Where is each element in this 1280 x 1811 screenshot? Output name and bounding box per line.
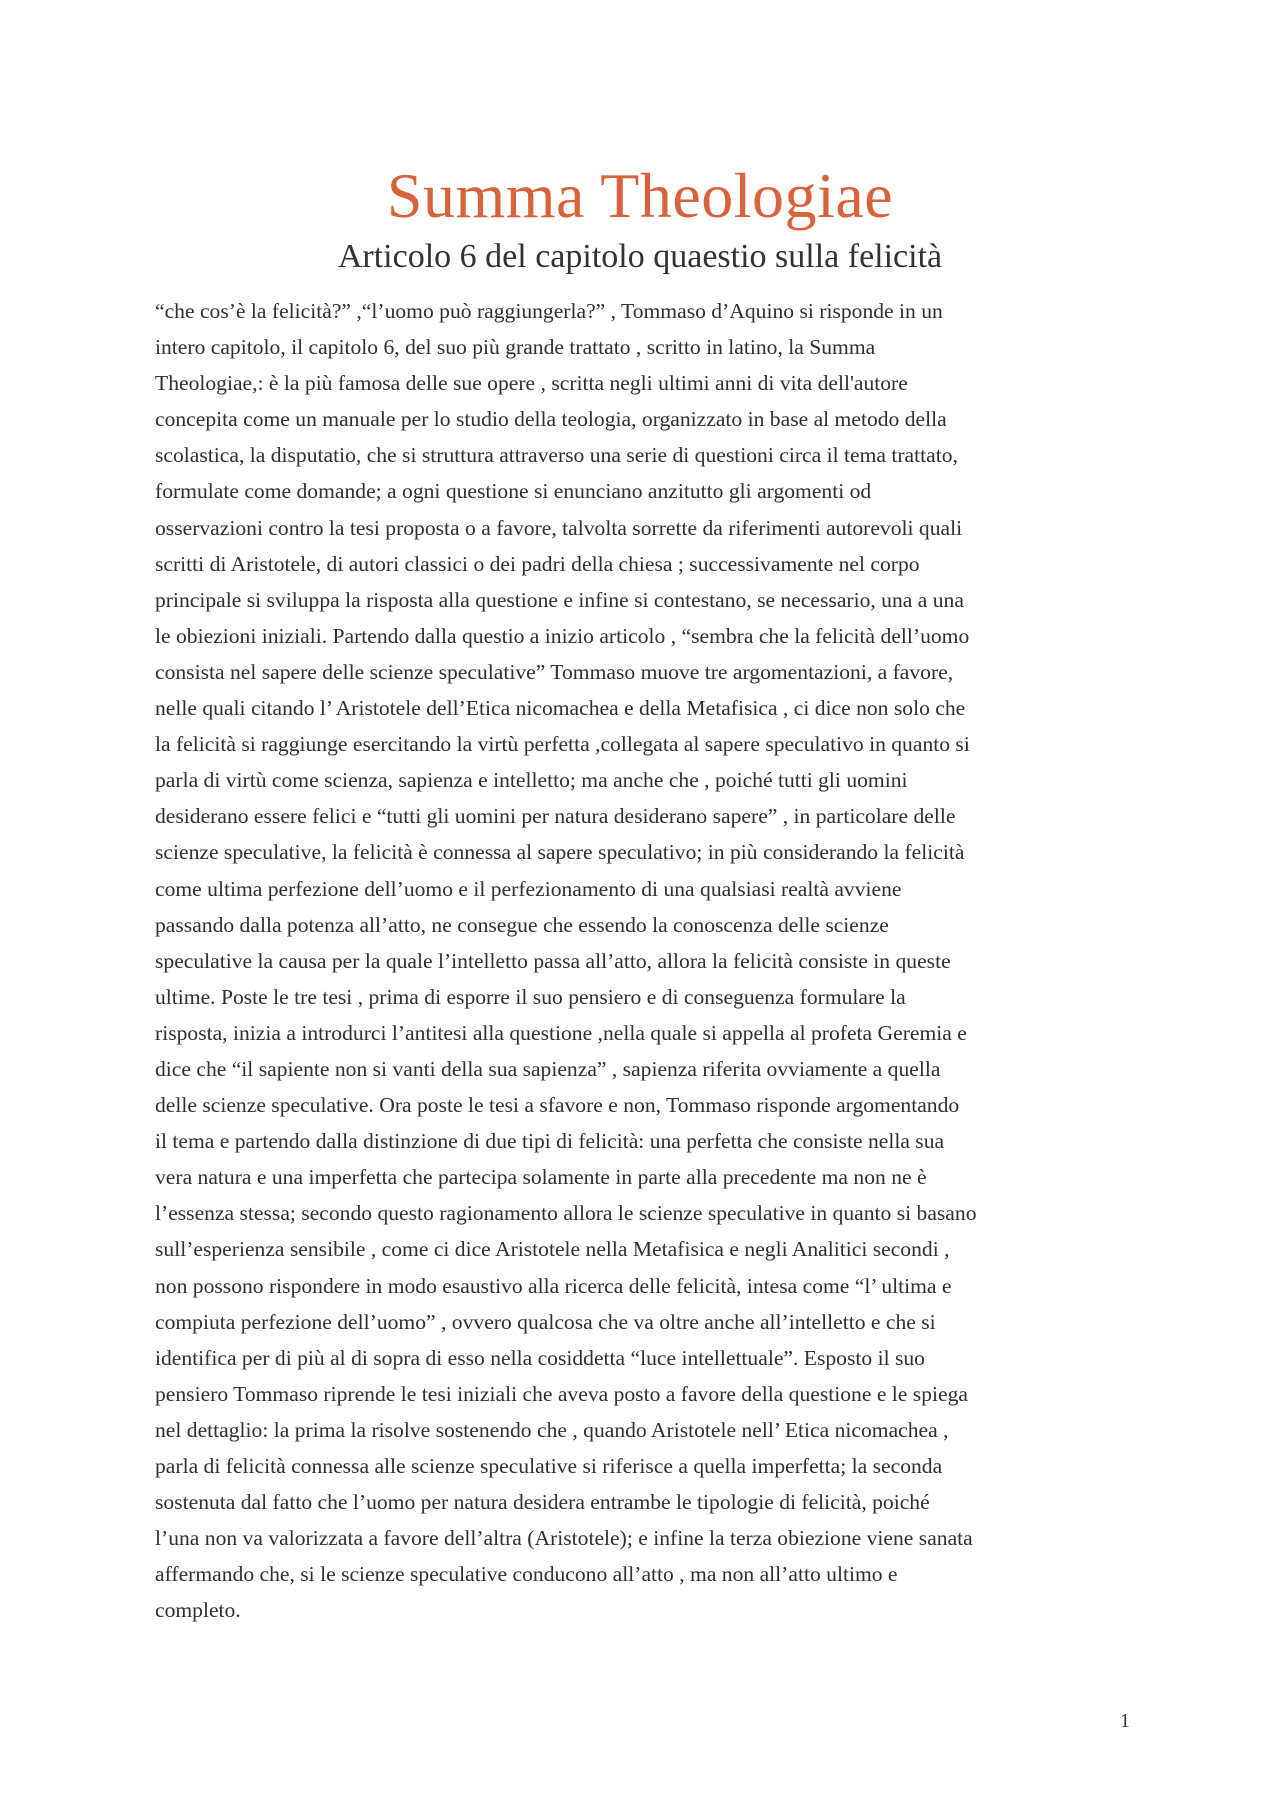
body-line: consista nel sapere delle scienze speculative” Tommaso muove tre argomentazioni, a favore, bbox=[155, 659, 954, 684]
body-line: parla di felicità connessa alle scienze speculative si riferisce a quella imperfetta; la seconda bbox=[155, 1454, 943, 1478]
body-line: speculative la causa per la quale l’intelletto passa all’atto, allora la felicità consiste in queste bbox=[155, 948, 951, 973]
document-subtitle: Articolo 6 del capitolo quaestio sulla felicità bbox=[337, 238, 943, 275]
body-line: completo. bbox=[155, 1598, 241, 1623]
body-line: vera natura e una imperfetta che partecipa solamente in parte alla precedente ma non ne è bbox=[155, 1165, 927, 1190]
body-line: osservazioni contro la tesi proposta o a favore, talvolta sorrette da riferimenti autorevoli quali bbox=[155, 515, 963, 540]
page-number: 1 bbox=[1120, 1710, 1130, 1732]
body-line: le obiezioni iniziali. Partendo dalla questio a inizio articolo , “sembra che la felicità dell’uomo bbox=[155, 623, 970, 648]
body-line: formulate come domande; a ogni questione si enunciano anzitutto gli argomenti od bbox=[155, 479, 872, 504]
body-line: desiderano essere felici e “tutti gli uomini per natura desiderano sapere” , in particolare delle bbox=[155, 804, 956, 829]
body-line: il tema e partendo dalla distinzione di due tipi di felicità: una perfetta che consiste nella sua bbox=[155, 1129, 945, 1154]
body-line: scienze speculative, la felicità è connessa al sapere speculativo; in più considerando la felicità bbox=[155, 840, 965, 865]
body-line: come ultima perfezione dell’uomo e il perfezionamento di una qualsiasi realtà avviene bbox=[155, 876, 902, 901]
body-line: passando dalla potenza all’atto, ne consegue che essendo la conoscenza delle scienze bbox=[155, 912, 889, 937]
body-line: identifica per di più al di sopra di esso nella cosiddetta “luce intellettuale”. Esposto il suo bbox=[155, 1345, 925, 1370]
body-line: parla di virtù come scienza, sapienza e intelletto; ma anche che , poiché tutti gli uomini bbox=[155, 768, 908, 793]
body-paragraph bbox=[155, 293, 1135, 1628]
body-line: Theologiae,: è la più famosa delle sue opere , scritta negli ultimi anni di vita dell'autore bbox=[155, 371, 908, 396]
body-line: pensiero Tommaso riprende le tesi iniziali che aveva posto a favore della questione e le spiega bbox=[155, 1381, 968, 1406]
body-line: intero capitolo, il capitolo 6, del suo più grande trattato , scritto in latino, la Summa bbox=[155, 335, 876, 360]
body-line: l’essenza stessa; secondo questo ragionamento allora le scienze speculative in quanto si basano bbox=[155, 1201, 977, 1226]
body-line: “che cos’è la felicità?” ,“l’uomo può raggiungerla?” , Tommaso d’Aquino si risponde in un bbox=[155, 299, 943, 323]
body-line: non possono rispondere in modo esaustivo alla ricerca delle felicità, intesa come “l’ ultima e bbox=[155, 1273, 952, 1298]
body-line: nelle quali citando l’ Aristotele dell’Etica nicomachea e della Metafisica , ci dice non solo che bbox=[155, 696, 966, 721]
body-line: compiuta perfezione dell’uomo” , ovvero qualcosa che va oltre anche all’intelletto e che si bbox=[155, 1309, 936, 1334]
body-line: l’una non va valorizzata a favore dell’altra (Aristotele); e infine la terza obiezione viene sanata bbox=[155, 1526, 973, 1551]
body-line: ultime. Poste le tre tesi , prima di esporre il suo pensiero e di conseguenza formulare la bbox=[155, 984, 906, 1009]
document-title: Summa Theologiae bbox=[386, 160, 894, 231]
body-line: scritti di Aristotele, di autori classici o dei padri della chiesa ; successivamente nel corpo bbox=[155, 551, 920, 576]
body-line: sull’esperienza sensibile , come ci dice Aristotele nella Metafisica e negli Analitici secondi , bbox=[155, 1237, 950, 1262]
body-line: delle scienze speculative. Ora poste le tesi a sfavore e non, Tommaso risponde argomentando bbox=[155, 1093, 960, 1118]
body-line: la felicità si raggiunge esercitando la virtù perfetta ,collegata al sapere speculativo in quanto si bbox=[155, 732, 970, 757]
body-line: nel dettaglio: la prima la risolve sostenendo che , quando Aristotele nell’ Etica nicomachea , bbox=[155, 1417, 949, 1442]
body-line: risposta, inizia a introdurci l’antitesi alla questione ,nella quale si appella al profeta Geremia e bbox=[155, 1020, 967, 1045]
body-line: scolastica, la disputatio, che si struttura attraverso una serie di questioni circa il tema trattato, bbox=[155, 443, 958, 468]
body-line: sostenuta dal fatto che l’uomo per natura desidera entrambe le tipologie di felicità, poiché bbox=[155, 1490, 930, 1515]
body-line: affermando che, si le scienze speculative conducono all’atto , ma non all’atto ultimo e bbox=[155, 1562, 898, 1587]
body-line: dice che “il sapiente non si vanti della sua sapienza” , sapienza riferita ovviamente a quella bbox=[155, 1056, 941, 1081]
body-line: principale si sviluppa la risposta alla questione e infine si contestano, se necessario, una a una bbox=[155, 587, 964, 612]
body-line: concepita come un manuale per lo studio della teologia, organizzato in base al metodo della bbox=[155, 407, 947, 432]
